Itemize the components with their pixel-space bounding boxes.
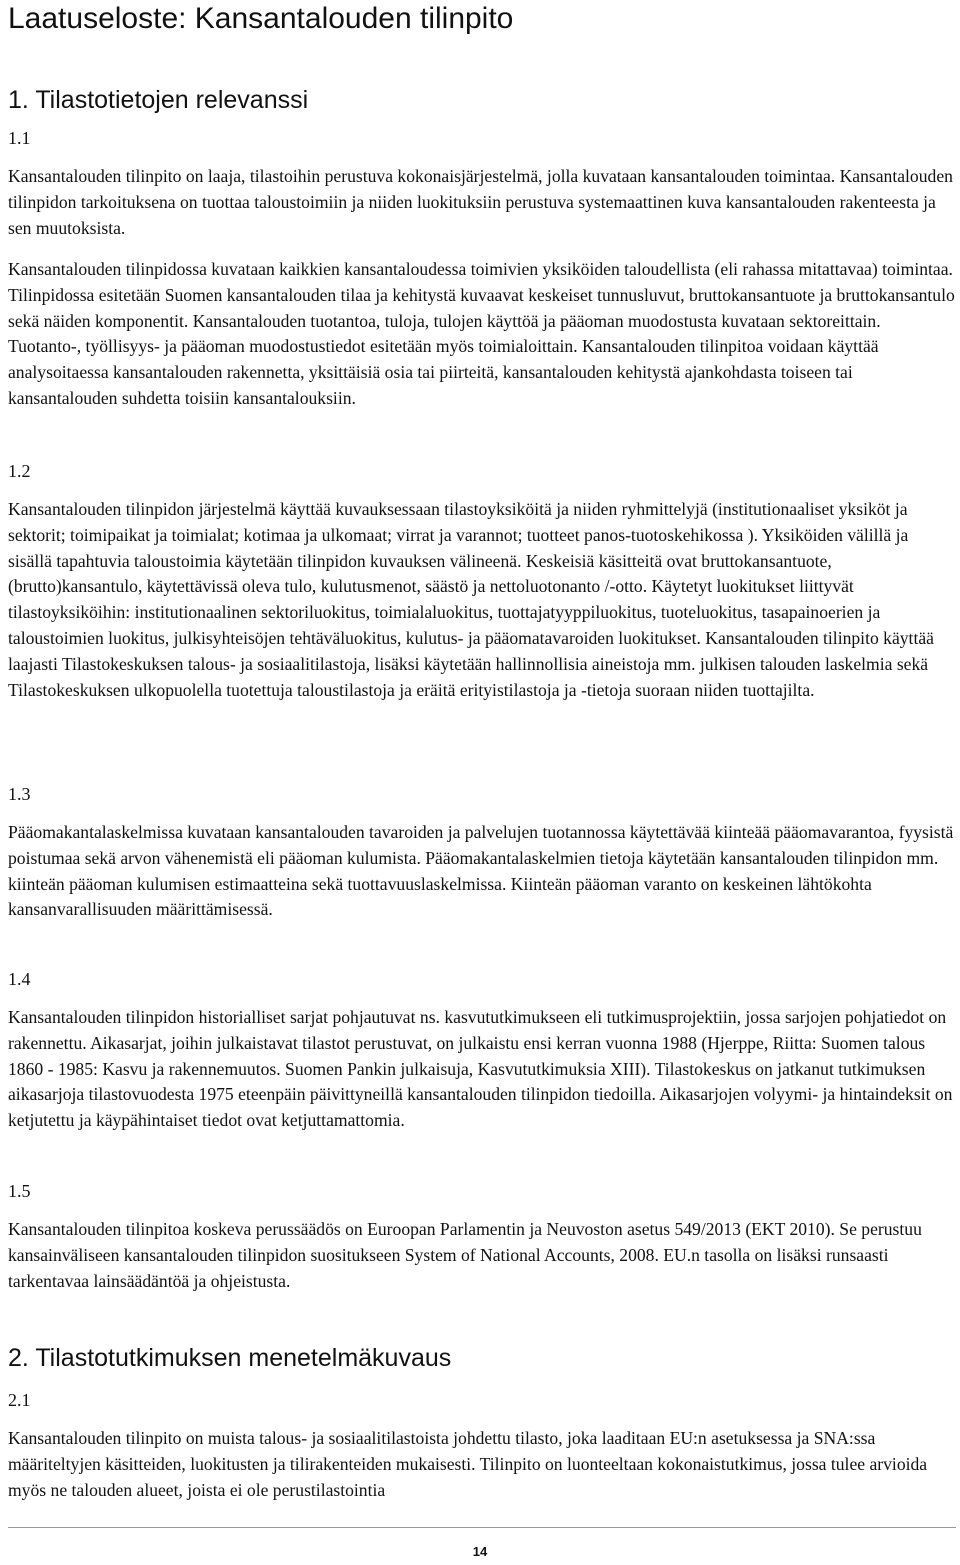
paragraph-1-1-b: Kansantalouden tilinpidossa kuvataan kaikkien kansantaloudessa toimivien yksiköiden taloudellista (eli rahassa mitattavaa) toimintaa. Tilinpidossa esitetään Suomen kansantalouden tilaa ja kehitystä kuvaavat keskeiset tunnusluvut, bruttokansantuote ja bruttokansantulo sekä näiden komponentit. Kansantalouden tuotantoa, tuloja, tulojen käyttöä ja pääoman muodostusta kuvataan sektoreittain. Tuotanto-, työllisyys- ja pääoman muodostustiedot esitetään myös toimialoittain. Kansantalouden tilinpitoa voidaan käyttää analysoitaessa kansantalouden rakennetta, yksittäisiä osia tai piirteitä, kansantalouden kehitystä ajankohdasta toiseen tai kansantalouden suhdetta toisiin kansantalouksiin. [8,259,955,408]
footer-divider [8,1527,956,1528]
subsection-number-1-1: 1.1 [8,128,31,148]
paragraph-1-1-a: Kansantalouden tilinpito on laaja, tilastoihin perustuva kokonaisjärjestelmä, jolla kuvataan kansantalouden toimintaa. Kansantalouden tilinpidon tarkoituksena on tuottaa taloustoimiin ja niiden luokituksiin perustuva systemaattinen kuva kansantalouden rakenteesta ja sen muutoksista. [8,166,953,238]
subsection-number-1-2: 1.2 [8,461,31,481]
paragraph-1-5: Kansantalouden tilinpitoa koskeva perussäädös on Euroopan Parlamentin ja Neuvoston asetus 549/2013 (EKT 2010). Se perustuu kansainväliseen kansantalouden tilinpidon suositukseen System of National Accounts, 2008. EU.n tasolla on lisäksi runsaasti tarkentavaa lainsäädäntöä ja ohjeistusta. [8,1219,922,1291]
paragraph-1-4: Kansantalouden tilinpidon historialliset sarjat pohjautuvat ns. kasvututkimukseen eli tutkimusprojektiin, jossa sarjojen pohjatiedot on rakennettu. Aikasarjat, joihin julkaistavat tilastot perustuvat, on julkaistu ensi kerran vuonna 1988 (Hjerppe, Riitta: Suomen talous 1860 - 1985: Kasvu ja rakennemuutos. Suomen Pankin julkaisuja, Kasvututkimuksia XIII). Tilastokeskus on jatkanut tutkimuksen aikasarjoja tilastovuodesta 1975 eteenpäin päivittyneillä kansantalouden tilinpidon tiedoilla. Aikasarjojen volyymi- ja hintaindeksit on ketjutettu ja käypähintaiset tiedot ovat ketjuttamattomia. [8,1007,953,1131]
subsection-number-1-5: 1.5 [8,1181,31,1201]
paragraph-2-1: Kansantalouden tilinpito on muista talous- ja sosiaalitilastoista johdettu tilasto, joka laaditaan EU:n asetuksessa ja SNA:ssa määriteltyjen käsitteiden, luokitusten ja tilirakenteiden mukaisesti. Tilinpito on luonteeltaan kokonaistutkimus, jossa tulee arvioida myös ne talouden alueet, joista ei ole perustilastointia [8,1428,928,1500]
section-heading-1: 1. Tilastotietojen relevanssi [8,86,309,114]
document-title: Laatuseloste: Kansantalouden tilinpito [8,2,514,35]
paragraph-1-3: Pääomakantalaskelmissa kuvataan kansantalouden tavaroiden ja palvelujen tuotannossa käytettävää kiinteää pääomavarantoa, fyysistä poistumaa sekä arvon vähenemistä eli pääoman kulumista. Pääomakantalaskelmien tietoja käytetään kansantalouden tilinpidon mm. kiinteän pääoman kulumisen estimaatteina sekä tuottavuuslaskelmissa. Kiinteän pääoman varanto on keskeinen lähtökohta kansanvarallisuuden määrittämisessä. [8,822,954,920]
subsection-number-2-1: 2.1 [8,1390,31,1410]
paragraph-1-2: Kansantalouden tilinpidon järjestelmä käyttää kuvauksessaan tilastoyksiköitä ja niiden ryhmittelyjä (institutionaaliset yksiköt ja sektorit; toimipaikat ja toimialat; kotimaa ja ulkomaat; virrat ja varannot; tuotteet panos-tuotoskehikossa ). Yksiköiden välillä ja sisällä tapahtuvia taloustoimia käytetään tilinpidon kuvauksen välineenä. Keskeisiä käsitteitä ovat bruttokansantuote, (brutto)kansantulo, käytettävissä oleva tulo, kulutusmenot, säästö ja nettoluotonanto /-otto. Käytetyt luokitukset liittyvät tilastoyksiköihin: institutionaalinen sektoriluokitus, toimialaluokitus, tuottajatyyppiluokitus, tuoteluokitus, tasapainoerien ja taloustoimien luokitus, julkisyhteisöjen tehtäväluokitus, kulutus- ja pääomatavaroiden luokitukset. Kansantalouden tilinpito käyttää laajasti Tilastokeskuksen talous- ja sosiaalitilastoja, lisäksi käytetään hallinnollisia aineistoja mm. julkisen talouden laskelmia sekä Tilastokeskuksen ulkopuolella tuotettuja taloustilastoja ja eräitä erityistilastoja ja -tietoja suoraan niiden tuottajilta. [8,499,934,700]
subsection-number-1-4: 1.4 [8,969,31,989]
subsection-number-1-3: 1.3 [8,784,31,804]
section-heading-2: 2. Tilastotutkimuksen menetelmäkuvaus [8,1344,452,1372]
page-number: 14 [472,1544,488,1559]
